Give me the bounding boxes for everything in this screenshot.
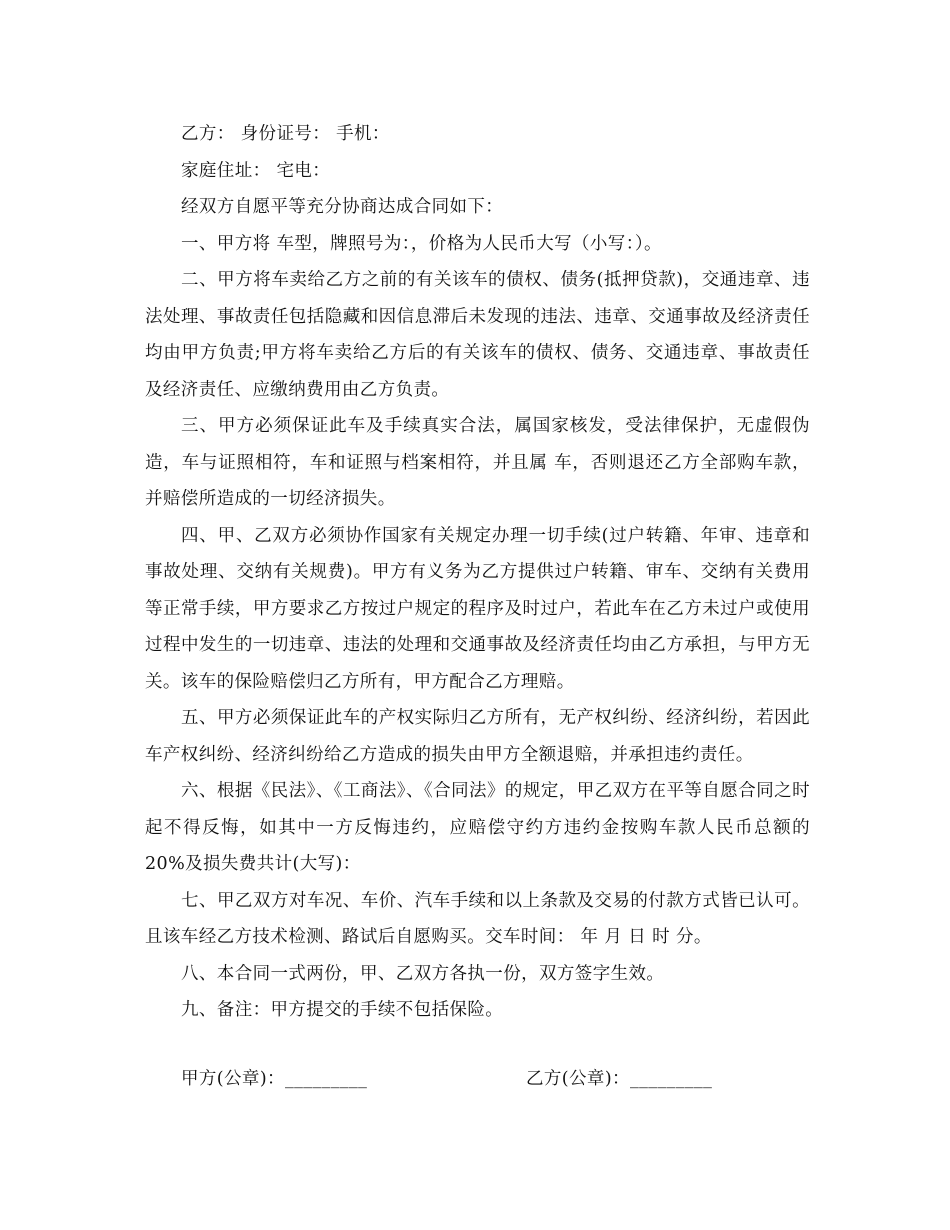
agreement-intro: 经双方自愿平等充分协商达成合同如下：	[181, 197, 504, 217]
party-b-seal: 乙方(公章)：_________	[526, 1069, 713, 1089]
clause-4: 四、甲、乙双方必须协作国家有关规定办理一切手续(过户转籍、年审、违章和事故处理、交纳有关规费)。甲方有义务为乙方提供过户转籍、审车、交纳有关费用等正常手续，甲方要求乙方按过户规定的程序及时过户，若此车在乙方未过户或使用过程中发生的一切违章、违法的处理和交通事故及经济责任均由乙方承担，与甲方无关。该车的保险赔偿归乙方所有，甲方配合乙方理赔。	[145, 525, 810, 692]
party-a-seal: 甲方(公章)：_________	[181, 1069, 368, 1089]
clause-2: 二、甲方将车卖给乙方之前的有关该车的债权、债务(抵押贷款)，交通违章、违法处理、事故责任包括隐藏和因信息滞后未发现的违法、违章、交通事故及经济责任均由甲方负责;甲方将车卖给乙方后的有关该车的债权、债务、交通违章、事故责任及经济责任、应缴纳费用由乙方负责。	[145, 270, 810, 400]
clause-3: 三、甲方必须保证此车及手续真实合法，属国家核发，受法律保护，无虚假伪造，车与证照相符，车和证照与档案相符，并且属 车，否则退还乙方全部购车款，并赔偿所造成的一切经济损失。	[145, 416, 810, 509]
clause-5: 五、甲方必须保证此车的产权实际归乙方所有，无产权纠纷、经济纠纷，若因此车产权纠纷、经济纠纷给乙方造成的损失由甲方全额退赔，并承担违约责任。	[145, 708, 810, 765]
contract-body	[145, 116, 810, 1029]
party-b-info-line: 乙方： 身份证号： 手机：	[181, 124, 390, 144]
clause-8: 八、本合同一式两份，甲、乙双方各执一份，双方签字生效。	[181, 963, 665, 984]
clause-6: 六、根据《民法》、《工商法》、《合同法》的规定，甲乙双方在平等自愿合同之时起不得反悔，如其中一方反悔违约，应赔偿守约方违约金按购车款人民币总额的 20%及损失费共计(大写)：	[145, 781, 810, 874]
clause-7: 七、甲乙双方对车况、车价、汽车手续和以上条款及交易的付款方式皆已认可。且该车经乙方技术检测、路试后自愿购买。交车时间： 年 月 日 时 分。	[145, 890, 810, 947]
clause-1: 一、甲方将 车型，牌照号为：，价格为人民币大写（小写：）。	[181, 233, 662, 254]
clause-9: 九、备注：甲方提交的手续不包括保险。	[181, 1000, 504, 1020]
address-phone-line: 家庭住址： 宅电：	[181, 160, 331, 181]
